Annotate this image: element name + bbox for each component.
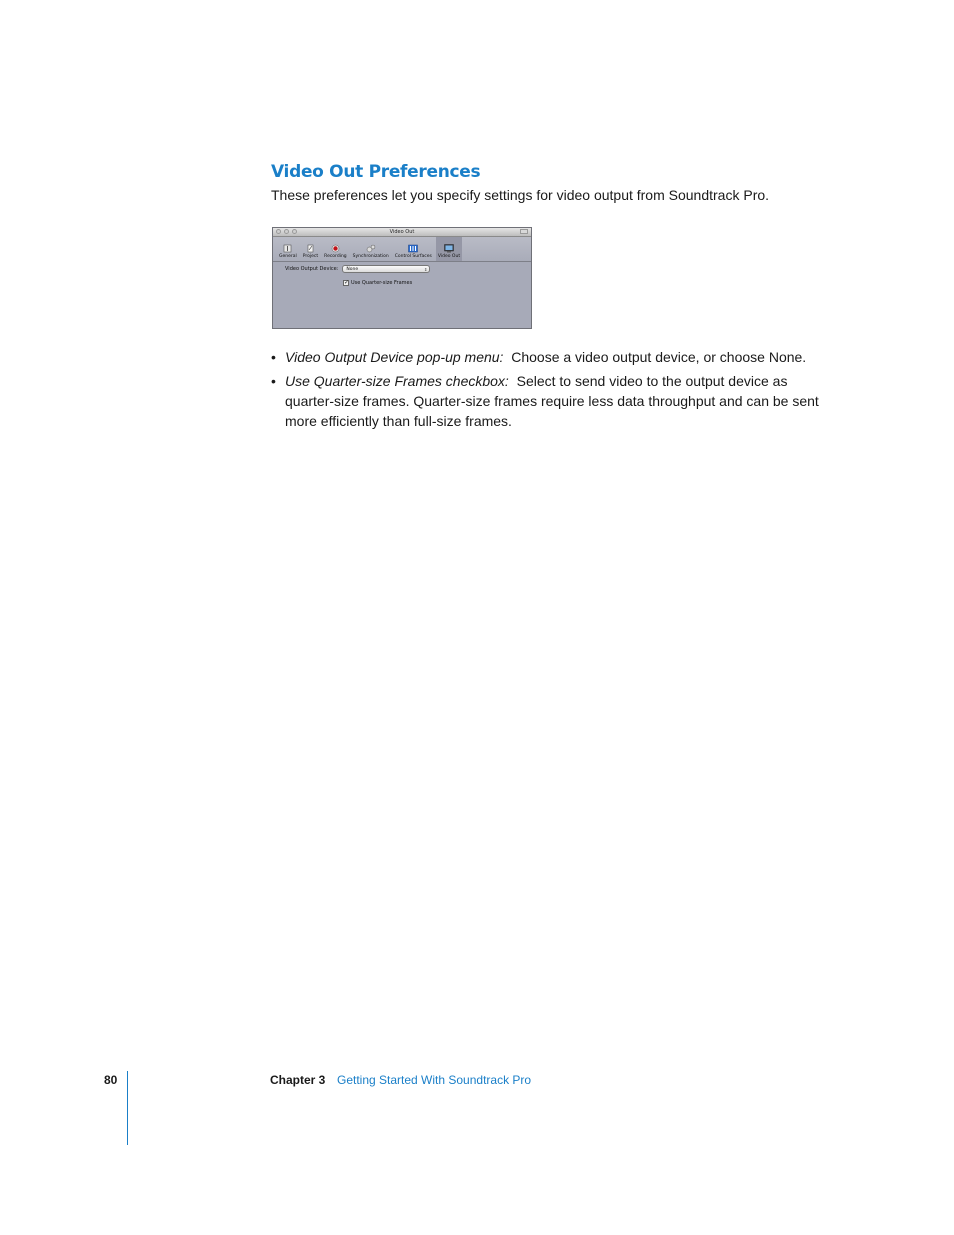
video-output-device-label: Video Output Device: xyxy=(285,266,339,272)
bullet-icon: • xyxy=(271,373,276,389)
general-icon xyxy=(283,243,293,253)
toolbar-label: Control Surfaces xyxy=(394,254,432,259)
toolbar-toggle-icon xyxy=(520,229,528,234)
window-title: Video Out xyxy=(389,229,415,235)
list-item xyxy=(271,347,831,367)
record-icon xyxy=(330,243,340,253)
toolbar-label: Video Out xyxy=(437,254,461,259)
video-output-device-value: None xyxy=(346,267,359,272)
toolbar-item-video-out xyxy=(436,237,462,261)
quarter-size-row xyxy=(343,280,412,286)
footer-rule xyxy=(127,1071,128,1145)
video-output-device-popup xyxy=(342,265,430,273)
video-out-preferences-screenshot xyxy=(272,227,532,329)
bullet-text: Choose a video output device, or choose None. xyxy=(511,349,807,365)
page-number: 80 xyxy=(104,1073,118,1087)
chevron-up-down-icon: ⇕ xyxy=(423,267,428,272)
bullet-list xyxy=(271,347,831,435)
bullet-icon: • xyxy=(271,349,276,365)
section-heading: Video Out Preferences xyxy=(271,162,481,182)
list-item xyxy=(271,371,831,431)
video-output-device-row xyxy=(285,265,430,273)
project-icon xyxy=(305,243,315,253)
toolbar-item-recording xyxy=(322,237,349,261)
checkmark-icon: ✓ xyxy=(344,279,350,286)
bullet-term: Video Output Device pop-up menu: xyxy=(285,349,504,365)
bullet-text: Select to send video to the output device as quarter-size frames. Quarter-size frames require less data throughput and can be sent more efficiently than full-size frames. xyxy=(285,373,819,429)
control-surfaces-icon xyxy=(408,243,418,253)
toolbar-item-project xyxy=(301,237,320,261)
toolbar-item-synchronization xyxy=(351,237,391,261)
toolbar-label: Synchronization xyxy=(352,254,389,259)
video-out-icon xyxy=(444,243,454,253)
chapter-label: Chapter 3 xyxy=(270,1073,326,1087)
sync-icon xyxy=(366,243,376,253)
preferences-toolbar xyxy=(273,237,531,262)
toolbar-item-control-surfaces xyxy=(393,237,434,261)
intro-paragraph: These preferences let you specify settings for video output from Soundtrack Pro. xyxy=(271,187,770,203)
bullet-term: Use Quarter-size Frames checkbox: xyxy=(285,373,509,389)
toolbar-label: General xyxy=(279,254,297,259)
toolbar-label: Project xyxy=(302,254,319,259)
quarter-size-checkbox-label: Use Quarter-size Frames xyxy=(351,280,413,286)
chapter-title: Getting Started With Soundtrack Pro xyxy=(337,1073,532,1087)
toolbar-label: Recording xyxy=(324,254,347,259)
toolbar-item-general xyxy=(277,237,299,261)
window-titlebar xyxy=(273,228,531,237)
